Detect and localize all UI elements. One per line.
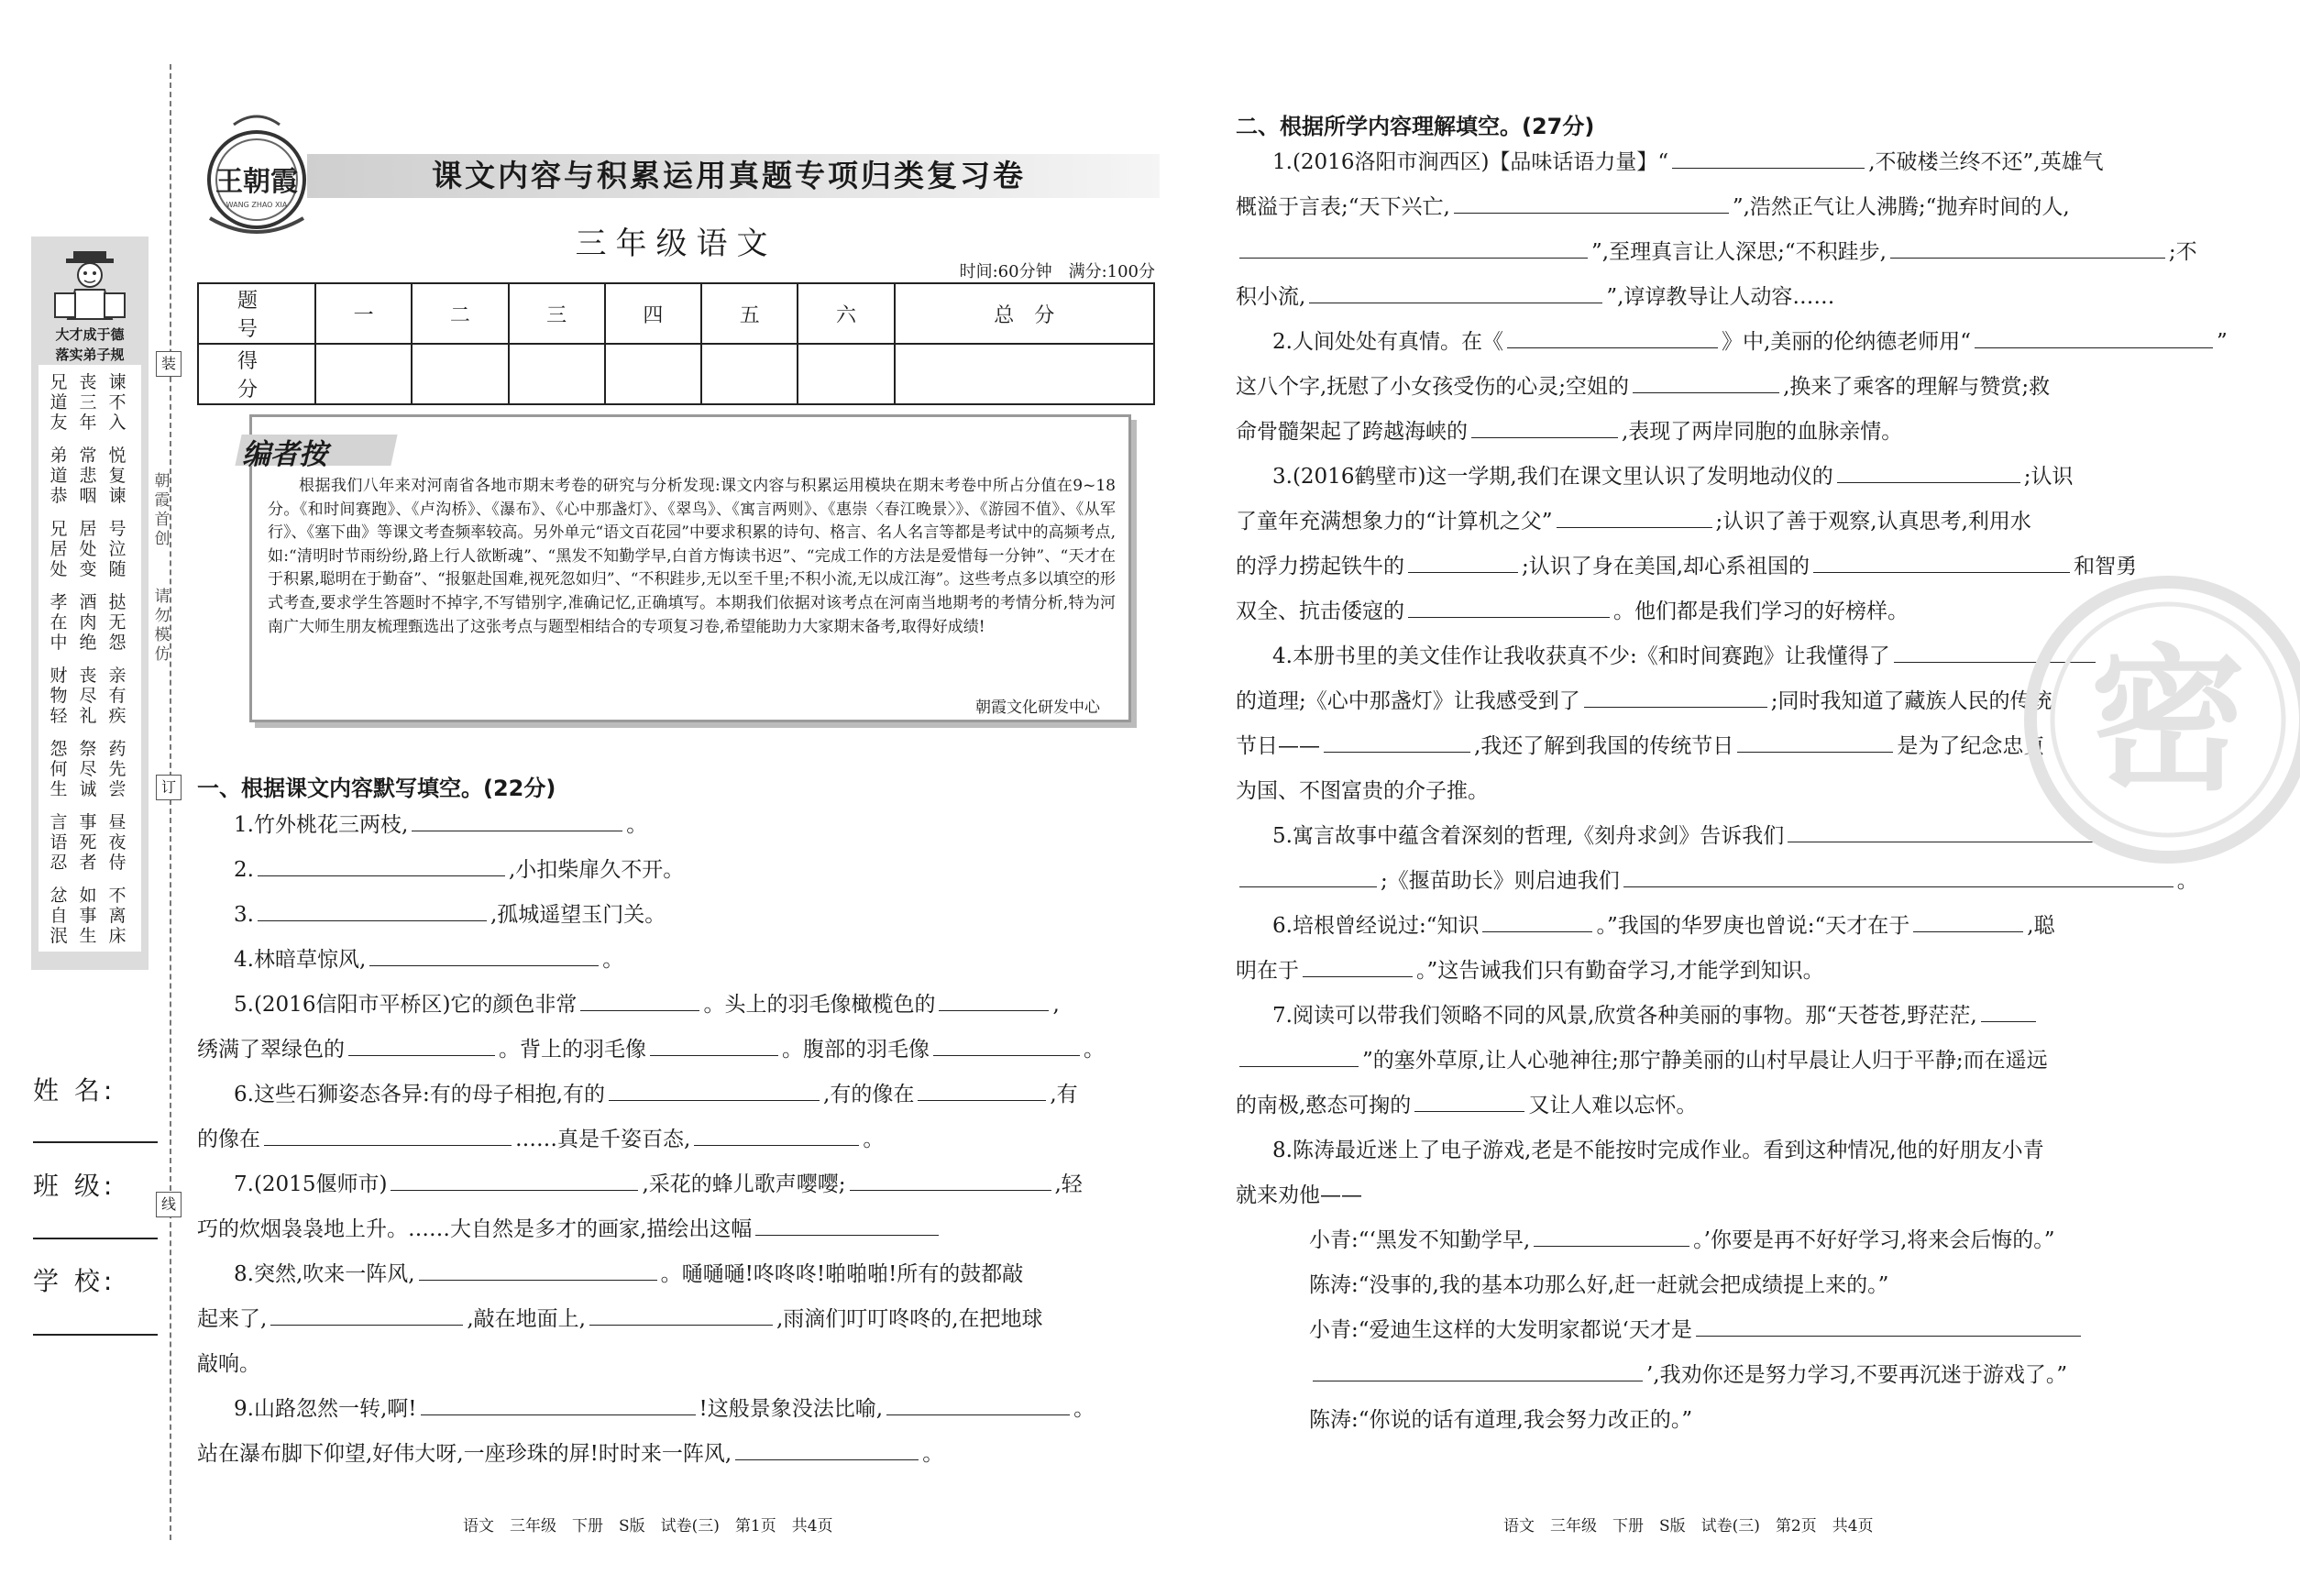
section1-heading: 一、根据课文内容默写填空。(22分): [197, 776, 556, 801]
answer-blank[interactable]: [1534, 1223, 1689, 1247]
question-text: ;认识了善于观察,认真思考,利用水: [1715, 510, 2031, 534]
question-text: ,表现了两岸同胞的血脉亲情。: [1622, 420, 1903, 444]
answer-blank[interactable]: [1482, 908, 1592, 932]
question-text: 积小流,: [1236, 285, 1306, 309]
answer-blank[interactable]: [419, 1257, 657, 1281]
answer-blank[interactable]: [1975, 325, 2213, 348]
question-text: 。他们都是我们学习的好榜样。: [1613, 600, 1909, 623]
question-text: 的道理;《心中那盏灯》让我感受到了: [1236, 689, 1580, 713]
question-line: [234, 848, 684, 893]
question-line: [1272, 994, 2040, 1039]
score-row1-label: 题 号: [198, 283, 315, 344]
question-line: [234, 1162, 1083, 1207]
score-col-5: 五: [701, 283, 798, 344]
name-label: 姓 名:: [33, 1075, 116, 1106]
answer-blank[interactable]: [1672, 145, 1865, 169]
question-line: [1272, 140, 2104, 185]
question-text: 又让人难以忘怀。: [1528, 1094, 1698, 1117]
rule-column: 弟 道 恭: [50, 446, 68, 506]
question-line: [197, 1432, 943, 1477]
question-line: [1236, 500, 2031, 545]
footer-right: 语文 三年级 下册 S版 试卷(三) 第2页 共4页: [1503, 1517, 1874, 1535]
answer-blank[interactable]: [1313, 1358, 1643, 1381]
answer-blank[interactable]: [589, 1302, 773, 1326]
question-line: [197, 1342, 260, 1387]
question-text: 。”我国的华罗庚也曾说:“天才在于: [1596, 914, 1910, 938]
question-line: [1309, 1308, 2085, 1353]
question-line: [1309, 1218, 2055, 1263]
school-label: 学 校:: [33, 1266, 116, 1296]
question-text: ,轻: [1054, 1172, 1083, 1196]
question-text: ;《揠苗助长》则启迪我们: [1381, 869, 1620, 893]
rule-column: 酒 肉 绝: [79, 592, 97, 653]
question-text: ’,我劝你还是努力学习,不要再沉迷于游戏了。”: [1646, 1363, 2068, 1387]
answer-blank[interactable]: [580, 987, 699, 1011]
question-text: 5.寓言故事中蕴含着深刻的哲理,《刻舟求剑》告诉我们: [1272, 824, 1785, 848]
class-label: 班 级:: [33, 1171, 116, 1201]
score-col-1: 一: [315, 283, 412, 344]
question-line: [1236, 545, 2137, 589]
question-text: 2.: [234, 858, 254, 882]
rule-column: 祭 尽 诚: [79, 739, 97, 799]
sidebar-slogan-2: 落实弟子规: [55, 347, 125, 363]
question-text: ”的塞外草原,让人心驰神往;那宁静美丽的山村早晨让人归于平静;而在遥远: [1362, 1049, 2048, 1073]
question-line: [1272, 634, 2099, 679]
answer-blank[interactable]: [650, 1032, 778, 1056]
question-text: 小青:“‘黑发不知勤学早,: [1309, 1228, 1531, 1252]
question-text: !这般景象没法比喻,: [699, 1397, 884, 1421]
answer-blank[interactable]: [391, 1167, 638, 1191]
question-text: ,聪: [2027, 914, 2055, 938]
question-text: 8.陈涛最近迷上了电子游戏,老是不能按时完成作业。看到这种情况,他的好朋友小青: [1272, 1139, 2044, 1162]
bind-tag-3: 线: [156, 1192, 182, 1217]
question-text: ”,谆谆教导让人动容……: [1606, 285, 1835, 309]
question-line: [197, 1297, 1043, 1342]
score-col-4: 四: [605, 283, 701, 344]
question-text: ”,至理真言让人深思;“不积跬步,: [1591, 240, 1887, 264]
editor-note-body: 根据我们八年来对河南省各地市期末考卷的研究与分析发现:课文内容与积累运用模块在期末考卷中所占分值在9~18分。《和时间赛跑》、《卢沟桥》、《瀑布》、《心中那盏灯》、《翠鸟》、《寓言两则》、《惠崇〈春江晚景〉》、《游园不值》、《从军行》、《塞下曲》等课文考查频率较高。另外单元“语文百花园”中要求积累的诗句、格言、名人名言等都是考试中的高频考点,如:“清明时节雨纷纷,路上行人欲断魂”、“黑发不知勤学早,白首方悔读书迟”、“完成工作的方法是爱惜每一分钟”、“天才在于积累,聪明在于勤奋”、“报躯赴国难,视死忽如归”、“不积跬步,无以至千里;不积小流,无以成江海”。这些考点多以填空的形式考查,要求学生答题时不掉字,不写错别字,准确记忆,正确填写。本期我们依据对该考点在河南当地期考的考情分析,特为河南广大师生朋友梳理甄选出了这张考点与题型相结合的专项复习卷,希望能助力大家期末备考,取得好成绩!: [268, 477, 1116, 636]
question-text: ,孤城遥望玉门关。: [490, 903, 666, 927]
question-text: ,换来了乘客的理解与赞赏;救: [1783, 375, 2051, 399]
question-text: 这八个字,抚慰了小女孩受伤的心灵;空姐的: [1236, 375, 1630, 399]
question-text: 。’你要是再不好好学习,将来会后悔的。”: [1693, 1228, 2055, 1252]
question-text: 小青:“爱迪生这样的大发明家都说‘天才是: [1309, 1318, 1692, 1342]
answer-blank[interactable]: [1981, 998, 2036, 1022]
rule-column: 丧 三 年: [79, 372, 97, 433]
question-text: 。: [1073, 1397, 1095, 1421]
answer-blank[interactable]: [1584, 684, 1767, 708]
rule-column: 事 死 者: [79, 812, 97, 873]
question-text: 了童年充满想象力的“计算机之父”: [1236, 510, 1553, 534]
question-text: 8.突然,吹来一阵风,: [234, 1262, 415, 1286]
question-text: 和智勇: [2074, 555, 2138, 578]
answer-blank[interactable]: [412, 808, 622, 831]
question-text: ,小扣柴扉久不开。: [508, 858, 685, 882]
question-text: 。: [602, 948, 624, 972]
answer-blank[interactable]: [1471, 414, 1618, 438]
question-text: 节日——: [1236, 734, 1320, 758]
answer-blank[interactable]: [1913, 908, 2023, 932]
question-line: [1236, 1084, 1697, 1128]
question-text: 双全、抗击倭寇的: [1236, 600, 1404, 623]
question-line: [1236, 275, 1834, 320]
logo-sub: WANG ZHAO XIA: [226, 201, 288, 209]
rule-column: 居 处 变: [79, 519, 97, 579]
binding-dashed-line: [170, 64, 171, 1540]
question-text: 是为了纪念忠贞: [1897, 734, 2045, 758]
question-text: 。: [2176, 869, 2198, 893]
answer-blank[interactable]: [933, 1032, 1080, 1056]
question-text: ,不破楼兰终不还”,英雄气: [1868, 150, 2104, 174]
school-input-line[interactable]: [33, 1334, 158, 1336]
section2-heading: 二、根据所学内容理解填空。(27分): [1236, 114, 1595, 139]
watermark-glyph: 密: [2089, 631, 2247, 812]
answer-blank[interactable]: [1239, 235, 1588, 259]
question-text: 。: [626, 813, 648, 837]
answer-blank[interactable]: [270, 1302, 463, 1326]
question-text: ,有: [1050, 1083, 1078, 1106]
rule-column: 孝 在 中: [50, 592, 68, 653]
rule-column: 常 悲 咽: [79, 446, 97, 506]
question-line: [1236, 185, 2070, 230]
answer-blank[interactable]: [1408, 549, 1518, 573]
answer-blank[interactable]: [1414, 1088, 1524, 1112]
answer-blank[interactable]: [1557, 504, 1712, 528]
question-text: ,采花的蜂儿歌声嘤嘤;: [642, 1172, 846, 1196]
answer-blank[interactable]: [1408, 594, 1610, 618]
score-col-3: 三: [509, 283, 605, 344]
score-col-total: 总 分: [895, 283, 1154, 344]
question-text: 》中,美丽的伦纳德老师用“: [1721, 330, 1972, 354]
score-cell[interactable]: [315, 344, 412, 404]
rule-column: 财 物 轻: [50, 666, 68, 726]
score-table: [197, 282, 1155, 405]
question-line: [234, 893, 666, 938]
question-text: 明在于: [1236, 959, 1299, 983]
class-input-line[interactable]: [33, 1238, 158, 1239]
secret-seal-watermark-icon: [2021, 573, 2300, 866]
answer-blank[interactable]: [939, 987, 1049, 1011]
question-text: 1.竹外桃花三两枝,: [234, 813, 409, 837]
question-text: ;不: [2168, 240, 2197, 264]
editor-note-signature: 朝霞文化研发中心: [975, 699, 1100, 717]
score-cell[interactable]: [798, 344, 894, 404]
question-line: [1272, 320, 2228, 365]
question-line: [1236, 589, 1909, 634]
question-line: [234, 983, 1060, 1028]
rule-column: 丧 尽 礼: [79, 666, 97, 726]
question-text: 陈涛:“你说的话有道理,我会努力改正的。”: [1309, 1408, 1693, 1432]
question-text: 。”这告诫我们只有勤奋学习,才能学到知识。: [1416, 959, 1824, 983]
answer-blank[interactable]: [1324, 729, 1470, 753]
rule-column: 挞 无 怨: [108, 592, 127, 653]
question-line: [1236, 949, 1824, 994]
question-text: 3.: [234, 903, 254, 927]
question-text: 的浮力捞起铁牛的: [1236, 555, 1404, 578]
page-title: 课文内容与积累运用真题专项归类复习卷: [432, 158, 1026, 193]
answer-blank[interactable]: [918, 1077, 1046, 1101]
question-line: [197, 1207, 942, 1252]
score-row2-label: 得 分: [198, 344, 315, 404]
answer-blank[interactable]: [1633, 369, 1779, 393]
rule-column: 如 事 生: [79, 886, 97, 946]
editor-note-title: 编者按: [242, 438, 327, 471]
question-text: ,有的像在: [823, 1083, 915, 1106]
question-text: ,我还了解到我国的传统节日: [1474, 734, 1734, 758]
question-text: 为国、不图富贵的介子推。: [1236, 779, 1489, 803]
question-text: 6.这些石狮姿态各异:有的母子相抱,有的: [234, 1083, 606, 1106]
question-line: [1236, 1173, 1362, 1218]
score-cell[interactable]: [605, 344, 701, 404]
question-line: [1236, 724, 2044, 769]
question-text: 7.(2015偃师市): [234, 1172, 388, 1196]
question-text: 起来了,: [197, 1307, 268, 1331]
rule-column: 忿 自 泯: [50, 886, 68, 946]
answer-blank[interactable]: [1239, 1043, 1359, 1067]
question-line: [234, 938, 623, 983]
question-text: 。头上的羽毛像橄榄色的: [703, 993, 936, 1017]
question-text: 2.人间处处有真情。在《: [1272, 330, 1503, 354]
rule-column: 不 离 床: [108, 886, 127, 946]
question-line: [1272, 1128, 2044, 1173]
question-text: 命骨髓架起了跨越海峡的: [1236, 420, 1468, 444]
question-text: ”,浩然正气让人沸腾;“抛弃时间的人,: [1732, 195, 2070, 219]
rule-column: 悦 复 谏: [108, 446, 127, 506]
question-text: 巧的炊烟袅袅地上升。……大自然是多才的画家,描绘出这幅: [197, 1217, 753, 1241]
question-line: [234, 803, 647, 848]
question-line: [1236, 769, 1489, 814]
question-line: [197, 1028, 1105, 1073]
answer-blank[interactable]: [735, 1436, 919, 1460]
question-text: 5.(2016信阳市平桥区)它的颜色非常: [234, 993, 578, 1017]
score-cell[interactable]: [412, 344, 508, 404]
question-text: 3.(2016鹤壁市)这一学期,我们在课文里认识了发明地动仪的: [1272, 465, 1833, 489]
question-text: 站在瀑布脚下仰望,好伟大呀,一座珍珠的屏!时时来一阵风,: [197, 1442, 732, 1466]
score-col-2: 二: [412, 283, 508, 344]
question-text: 。背上的羽毛像: [499, 1038, 646, 1062]
question-line: [1272, 814, 2121, 859]
answer-blank[interactable]: [1696, 1313, 2081, 1337]
answer-blank[interactable]: [755, 1212, 939, 1236]
question-line: [1272, 455, 2074, 500]
question-text: 。嗵嗵嗵!咚咚咚!啪啪啪!所有的鼓都敲: [660, 1262, 1024, 1286]
question-text: 敲响。: [197, 1352, 260, 1376]
dizigui-rules: [39, 365, 141, 952]
bind-tag-2: 订: [156, 775, 182, 800]
scholar-mascot-icon: [48, 248, 132, 321]
rule-column: 谏 不 入: [108, 372, 127, 433]
question-line: [1236, 230, 2197, 275]
question-text: 6.培根曾经说过:“知识: [1272, 914, 1480, 938]
rule-column: 兄 居 处: [50, 519, 68, 579]
score-table-header-row: [198, 283, 1154, 344]
rule-column: 亲 有 疾: [108, 666, 127, 726]
logo-text: 王朝霞: [215, 166, 298, 198]
question-text: ……真是千姿百态,: [515, 1128, 691, 1151]
question-text: 绣满了翠绿色的: [197, 1038, 345, 1062]
rule-column: 药 先 尝: [108, 739, 127, 799]
question-text: 9.山路忽然一转,啊!: [234, 1397, 417, 1421]
answer-blank[interactable]: [1623, 864, 2173, 887]
answer-blank[interactable]: [609, 1077, 820, 1101]
rule-column: 怨 何 生: [50, 739, 68, 799]
question-line: [1309, 1263, 1888, 1308]
rule-column: 号 泣 随: [108, 519, 127, 579]
score-table-score-row: [198, 344, 1154, 404]
question-line: [1236, 410, 1902, 455]
question-text: 4.林暗草惊风,: [234, 948, 367, 972]
question-line: [1309, 1353, 2067, 1398]
score-cell[interactable]: [509, 344, 605, 404]
exam-info: 时间:60分钟 满分:100分: [959, 262, 1155, 281]
answer-blank[interactable]: [886, 1392, 1070, 1415]
bind-tag-1: 装: [156, 351, 182, 377]
question-text: 。: [922, 1442, 944, 1466]
question-text: ”: [2217, 330, 2228, 354]
rule-column: 言 语 忍: [50, 812, 68, 873]
question-text: 。腹部的羽毛像: [782, 1038, 930, 1062]
question-line: [1236, 1039, 2048, 1084]
rule-column: 兄 道 友: [50, 372, 68, 433]
question-line: [197, 1117, 884, 1162]
answer-blank[interactable]: [258, 853, 505, 876]
answer-blank[interactable]: [1507, 325, 1718, 348]
answer-blank[interactable]: [1837, 459, 2020, 483]
question-text: ;同时我知道了藏族人民的传统: [1770, 689, 2052, 713]
sidebar-strip: [31, 237, 149, 970]
score-col-6: 六: [798, 283, 894, 344]
question-text: 的南极,憨态可掬的: [1236, 1094, 1412, 1117]
question-text: ,敲在地面上,: [467, 1307, 586, 1331]
answer-blank[interactable]: [1890, 235, 2165, 259]
answer-blank[interactable]: [1813, 549, 2070, 573]
score-cell[interactable]: [701, 344, 798, 404]
question-line: [1236, 679, 2052, 724]
question-text: 就来劝他——: [1236, 1183, 1362, 1207]
question-line: [1236, 365, 2050, 410]
question-line: [234, 1073, 1078, 1117]
question-line: [234, 1387, 1095, 1432]
name-input-line[interactable]: [33, 1141, 158, 1143]
bind-vertical-note: 朝 霞 首 创 请 勿 模 仿: [154, 472, 171, 664]
question-text: 7.阅读可以带我们领略不同的风景,欣赏各种美丽的事物。那“天苍苍,野茫茫,: [1272, 1004, 1977, 1028]
score-cell[interactable]: [895, 344, 1154, 404]
question-text: ;认识: [2023, 465, 2074, 489]
question-line: [234, 1252, 1023, 1297]
question-line: [1309, 1398, 1692, 1443]
question-text: ,雨滴们叮叮咚咚的,在把地球: [776, 1307, 1043, 1331]
page-subtitle: 三年级语文: [575, 226, 777, 262]
footer-left: 语文 三年级 下册 S版 试卷(三) 第1页 共4页: [463, 1517, 833, 1535]
answer-blank[interactable]: [850, 1167, 1051, 1191]
question-text: 概溢于言表;“天下兴亡,: [1236, 195, 1450, 219]
answer-blank[interactable]: [694, 1122, 859, 1146]
answer-blank[interactable]: [1303, 953, 1413, 977]
answer-blank[interactable]: [1309, 280, 1602, 303]
answer-blank[interactable]: [421, 1392, 696, 1415]
rule-column: 昼 夜 侍: [108, 812, 127, 873]
answer-blank[interactable]: [1454, 190, 1729, 214]
answer-blank[interactable]: [348, 1032, 495, 1056]
answer-blank[interactable]: [258, 897, 487, 921]
answer-blank[interactable]: [1737, 729, 1893, 753]
answer-blank[interactable]: [264, 1122, 512, 1146]
sidebar-slogan-1: 大才成于德: [55, 326, 125, 343]
question-text: 的像在: [197, 1128, 260, 1151]
question-line: [1272, 904, 2055, 949]
question-text: ,: [1052, 993, 1060, 1017]
answer-blank[interactable]: [369, 942, 599, 966]
question-text: 4.本册书里的美文佳作让我收获真不少:《和时间赛跑》让我懂得了: [1272, 644, 1890, 668]
question-text: 1.(2016洛阳市涧西区)【品味话语力量】“: [1272, 150, 1669, 174]
question-text: ;认识了身在美国,却心系祖国的: [1522, 555, 1810, 578]
question-text: 陈涛:“没事的,我的基本功那么好,赶一赶就会把成绩提上来的。”: [1309, 1273, 1889, 1297]
question-text: 。: [863, 1128, 885, 1151]
question-text: 。: [1084, 1038, 1105, 1062]
answer-blank[interactable]: [1239, 864, 1377, 887]
